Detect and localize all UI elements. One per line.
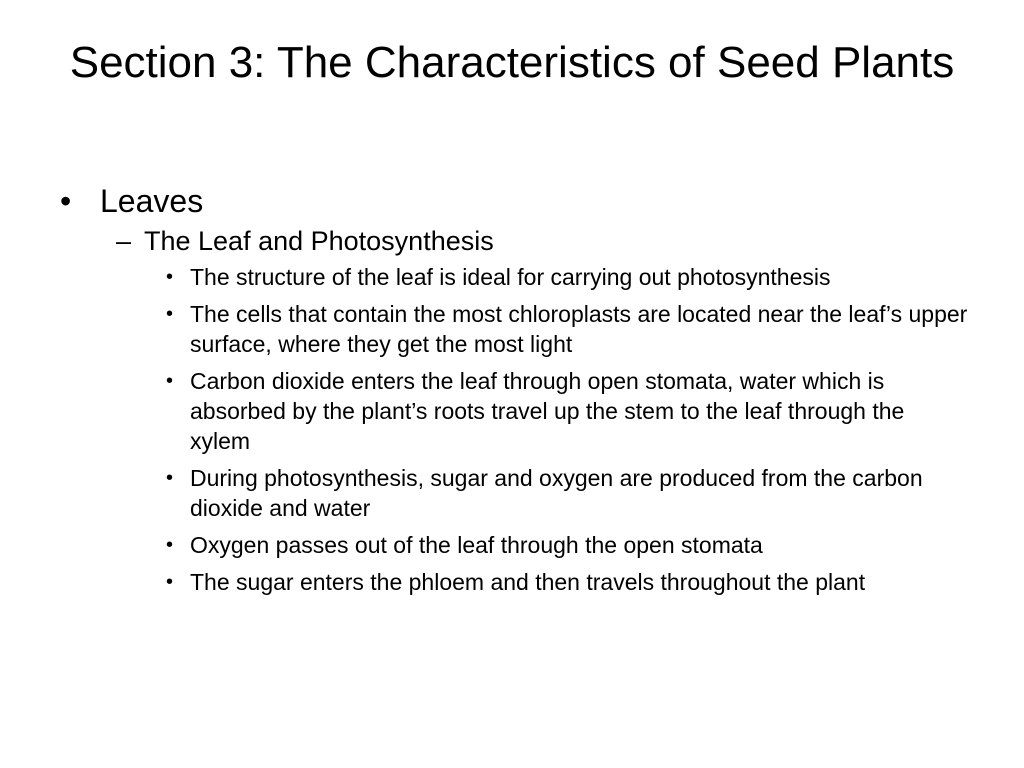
bullet-dot-icon: • xyxy=(166,303,174,325)
slide-content xyxy=(60,180,970,604)
list-item-text: Oxygen passes out of the leaf through the open stomata xyxy=(190,532,763,558)
bullet-dot-icon: • xyxy=(166,534,174,556)
dash-icon: – xyxy=(116,226,132,256)
list-item-text: The structure of the leaf is ideal for carrying out photosynthesis xyxy=(190,264,831,290)
list-item xyxy=(60,530,970,560)
bullet-dot-icon: • xyxy=(166,266,174,288)
bullet-level1-text: Leaves xyxy=(100,183,204,219)
list-item xyxy=(60,463,970,523)
list-item-text: The cells that contain the most chloroplasts are located near the leaf’s upper surface, where they get the most light xyxy=(190,301,968,357)
bullet-level3-list xyxy=(60,262,970,597)
bullet-dot-icon: • xyxy=(60,183,72,219)
bullet-level2-text: The Leaf and Photosynthesis xyxy=(144,226,494,256)
list-item xyxy=(60,299,970,359)
bullet-dot-icon: • xyxy=(166,370,174,392)
list-item xyxy=(60,262,970,292)
list-item xyxy=(60,366,970,456)
list-item-text: During photosynthesis, sugar and oxygen are produced from the carbon dioxide and water xyxy=(190,465,923,521)
list-item-text: Carbon dioxide enters the leaf through open stomata, water which is absorbed by the plant’s roots travel up the stem to the leaf through the xylem xyxy=(190,368,905,454)
bullet-dot-icon: • xyxy=(166,571,174,593)
list-item-text: The sugar enters the phloem and then travels throughout the plant xyxy=(190,569,866,595)
list-item xyxy=(60,567,970,597)
bullet-level2 xyxy=(60,224,970,258)
slide-title: Section 3: The Characteristics of Seed Plants xyxy=(69,38,955,87)
bullet-level1 xyxy=(60,180,970,222)
bullet-dot-icon: • xyxy=(166,467,174,489)
